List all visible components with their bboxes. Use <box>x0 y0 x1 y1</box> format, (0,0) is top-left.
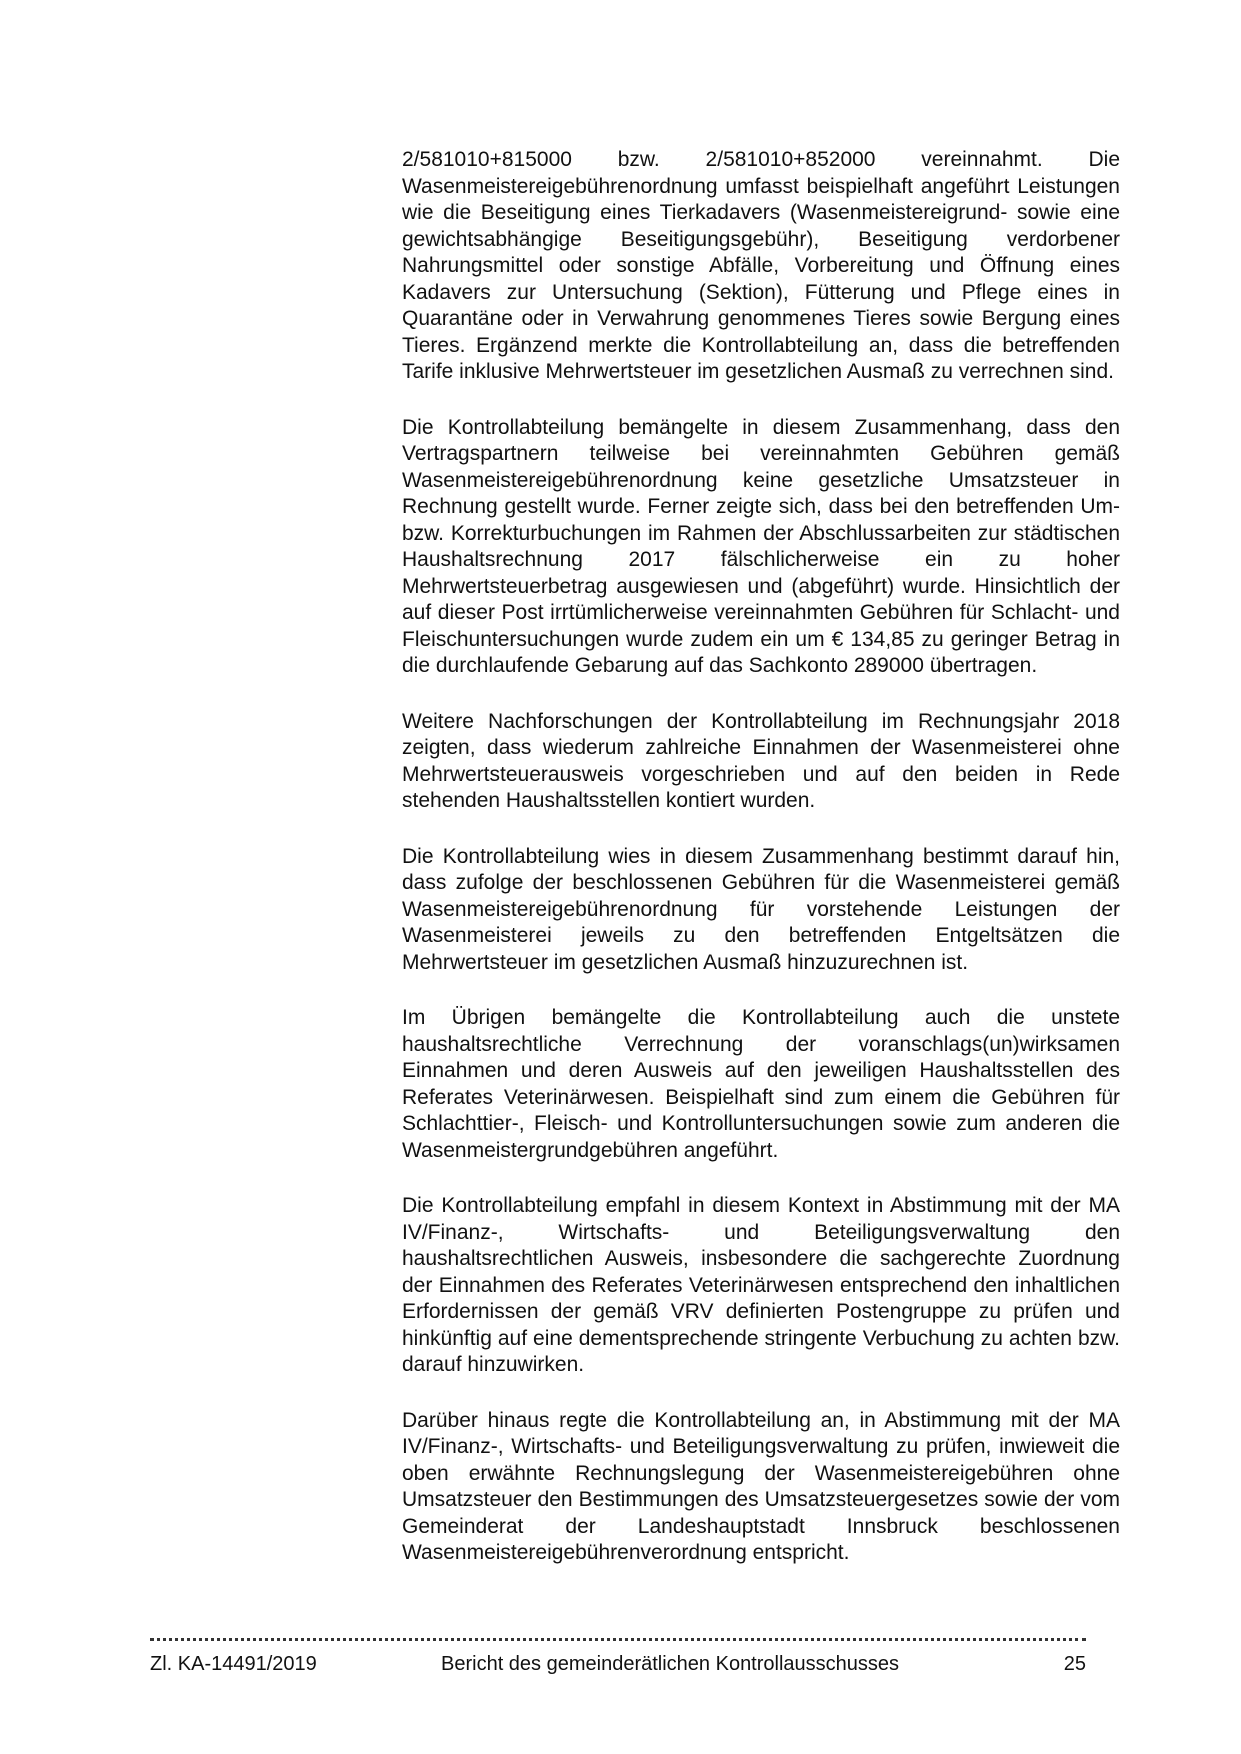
paragraph-5: Im Übrigen bemängelte die Kontrollabteilung auch die unstete haushaltsrechtliche Verrechnung der voranschlags(un)wirksamen Einnahmen und deren Ausweis auf den jeweiligen Haushaltsstellen des Referates Veterinärwesen. Beispielhaft sind zum einem die Gebühren für Schlachttier-, Fleisch- und Kontrolluntersuchungen sowie zum anderen die Wasenmeistergrundgebühren angeführt. <box>402 1006 1120 1162</box>
footer-title: Bericht des gemeinderätlichen Kontrollausschusses <box>441 1653 900 1675</box>
report-body <box>402 147 1120 1596</box>
paragraph-1: 2/581010+815000 bzw. 2/581010+852000 vereinnahmt. Die Wasenmeistereigebührenordnung umfasst beispielhaft angeführt Leistungen wie die Beseitigung eines Tierkadavers (Wasenmeistereigrund- sowie eine gewichtsabhängige Beseitigungsgebühr), Beseitigung verdorbener Nahrungsmittel oder sonstige Abfälle, Vorbereitung und Öffnung eines Kadavers zur Untersuchung (Sektion), Fütterung und Pflege eines in Quarantäne oder in Verwahrung genommenes Tieres sowie Bergung eines Tieres. Ergänzend merkte die Kontrollabteilung an, dass die betreffenden Tarife inklusive Mehrwertsteuer im gesetzlichen Ausmaß zu verrechnen sind. <box>402 148 1120 383</box>
footer-divider <box>150 1638 1086 1641</box>
page-number: 25 <box>1063 1653 1086 1675</box>
paragraph-2: Die Kontrollabteilung bemängelte in diesem Zusammenhang, dass den Vertragspartnern teilweise bei vereinnahmten Gebühren gemäß Wasenmeistereigebührenordnung keine gesetzliche Umsatzsteuer in Rechnung gestellt wurde. Ferner zeigte sich, dass bei den betreffenden Um- bzw. Korrekturbuchungen im Rahmen der Abschlussarbeiten zur städtischen Haushaltsrechnung 2017 fälschlicherweise ein zu hoher Mehrwertsteuerbetrag ausgewiesen und (abgeführt) wurde. Hinsichtlich der auf dieser Post irrtümlicherweise vereinnahmten Gebühren für Schlacht- und Fleischuntersuchungen wurde zudem ein um € 134,85 zu geringer Betrag in die durchlaufende Gebarung auf das Sachkonto 289000 übertragen. <box>402 415 1120 677</box>
paragraph-7: Darüber hinaus regte die Kontrollabteilung an, in Abstimmung mit der MA IV/Finanz-, Wirtschafts- und Beteiligungsverwaltung zu prüfen, inwieweit die oben erwähnte Rechnungslegung der Wasenmeistereigebühren ohne Umsatzsteuer den Bestimmungen des Umsatzsteuergesetzes sowie der vom Gemeinderat der Landeshauptstadt Innsbruck beschlossenen Wasenmeistereigebührenverordnung entspricht. <box>402 1408 1120 1564</box>
paragraph-6: Die Kontrollabteilung empfahl in diesem Kontext in Abstimmung mit der MA IV/Finanz-, Wirtschafts- und Beteiligungsverwaltung den haushaltsrechtlichen Ausweis, insbesondere die sachgerechte Zuordnung der Einnahmen des Referates Veterinärwesen entsprechend den inhaltlichen Erfordernissen der gemäß VRV definierten Postengruppe zu prüfen und hinkünftig auf eine dementsprechende stringente Verbuchung zu achten bzw. darauf hinzuwirken. <box>402 1194 1120 1376</box>
page-footer <box>150 1649 1086 1679</box>
paragraph-3: Weitere Nachforschungen der Kontrollabteilung im Rechnungsjahr 2018 zeigten, dass wiederum zahlreiche Einnahmen der Wasenmeisterei ohne Mehrwertsteuerausweis vorgeschrieben und auf den beiden in Rede stehenden Haushaltsstellen kontiert wurden. <box>402 709 1120 812</box>
footer-reference: Zl. KA-14491/2019 <box>150 1653 317 1675</box>
paragraph-4: Die Kontrollabteilung wies in diesem Zusammenhang bestimmt darauf hin, dass zufolge der beschlossenen Gebühren für die Wasenmeisterei gemäß Wasenmeistereigebührenordnung für vorstehende Leistungen der Wasenmeisterei jeweils zu den betreffenden Entgeltsätzen die Mehrwertsteuer im gesetzlichen Ausmaß hinzuzurechnen ist. <box>402 844 1120 974</box>
